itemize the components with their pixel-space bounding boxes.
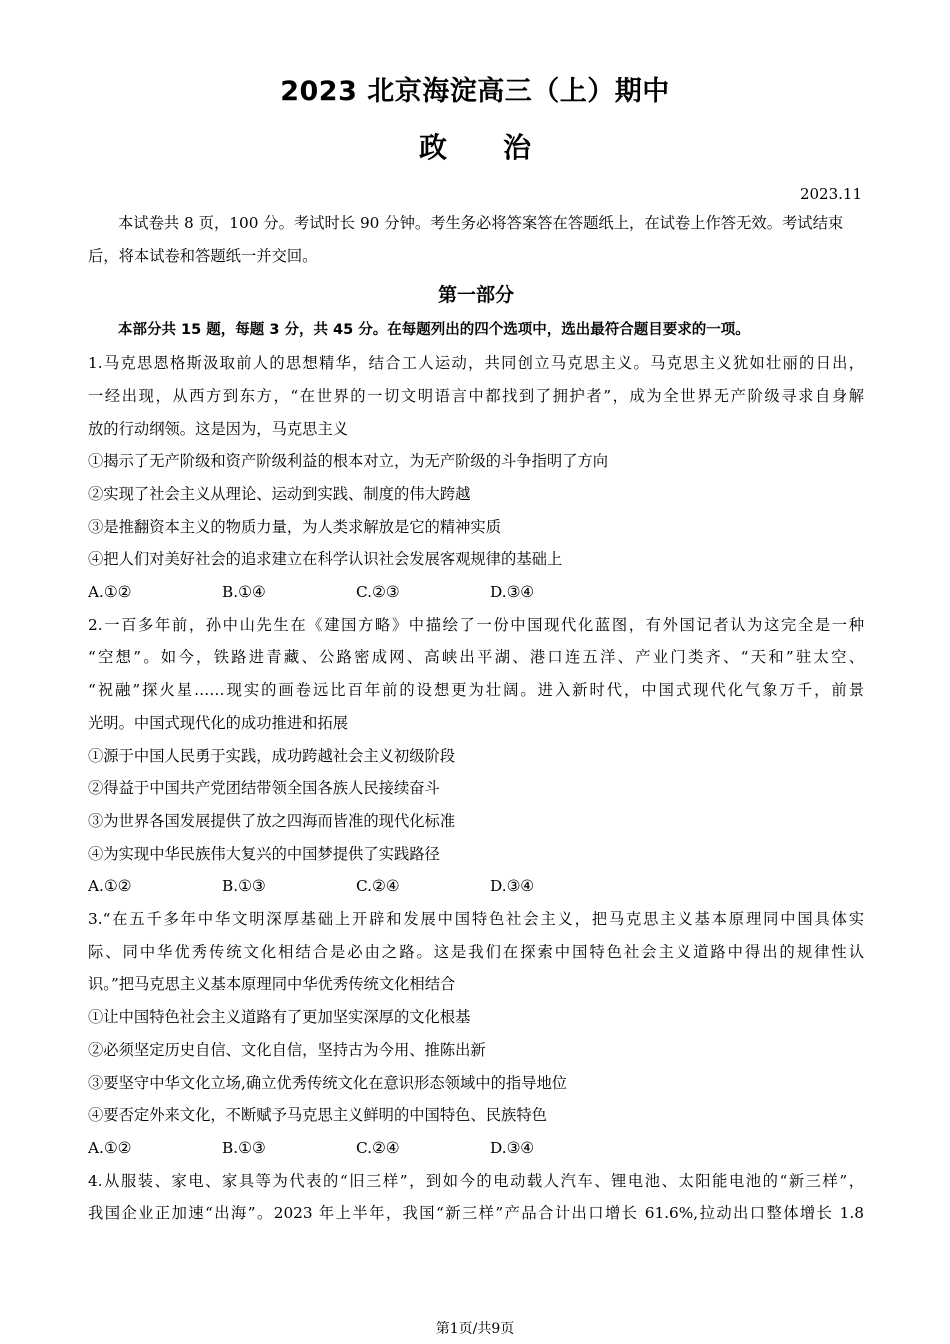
question-item: ②实现了社会主义从理论、运动到实践、制度的伟大跨越: [88, 484, 471, 503]
option-b: B.①③: [222, 1138, 266, 1157]
question-stem-line: 2.一百多年前，孙中山先生在《建国方略》中描绘了一份中国现代化蓝图，有外国记者认为这完全是一种: [88, 615, 864, 634]
option-b: B.①③: [222, 877, 266, 896]
answer-options: [88, 1132, 864, 1165]
question-stem-line: 光明。中国式现代化的成功推进和拓展: [88, 713, 349, 732]
question-stem-line: 一经出现，从西方到东方，“在世界的一切文明语言中都找到了拥护者”，成为全世界无产阶级寻求自身解: [88, 386, 864, 405]
question-stem-line: “空想”。如今，铁路进青藏、公路密成网、高峡出平湖、港口连五洋、产业门类齐、“天和”驻太空、: [88, 648, 864, 667]
question-stem-line: 3.“在五千多年中华文明深厚基础上开辟和发展中国特色社会主义，把马克思主义基本原理同中国具体实: [88, 910, 864, 929]
question-1: [88, 347, 864, 609]
exam-date: 2023.11: [799, 185, 862, 203]
question-item: ①让中国特色社会主义道路有了更加坚实深厚的文化根基: [88, 1008, 471, 1027]
question-item: ③为世界各国发展提供了放之四海而皆准的现代化标准: [88, 811, 456, 830]
question-stem-line: 放的行动纲领。这是因为，马克思主义: [88, 419, 349, 438]
question-item: ④要否定外来文化，不断赋予马克思主义鲜明的中国特色、民族特色: [88, 1106, 547, 1125]
option-c: C.②④: [356, 1138, 400, 1157]
question-item: ②必须坚定历史自信、文化自信，坚持古为今用、推陈出新: [88, 1040, 486, 1059]
question-stem-line: 我国企业正加速“出海”。2023 年上半年，我国“新三样”产品合计出口增长 61.6%,拉动出口整体增长 1.8: [88, 1204, 864, 1223]
answer-options: [88, 870, 864, 903]
question-item: ①揭示了无产阶级和资产阶级利益的根本对立，为无产阶级的斗争指明了方向: [88, 452, 609, 471]
question-item: ④把人们对美好社会的追求建立在科学认识社会发展客观规律的基础上: [88, 550, 563, 569]
question-item: ③要坚守中华文化立场,确立优秀传统文化在意识形态领域中的指导地位: [88, 1073, 568, 1092]
option-d: D.③④: [490, 1138, 535, 1157]
option-a: A.①②: [88, 583, 132, 602]
exam-title: 2023 北京海淀高三（上）期中: [280, 76, 670, 107]
section-note: 本部分共 15 题，每题 3 分，共 45 分。在每题列出的四个选项中，选出最符合题目要求的一项。: [118, 322, 750, 339]
option-b: B.①④: [222, 583, 266, 602]
question-item: ①源于中国人民勇于实践，成功跨越社会主义初级阶段: [88, 746, 456, 765]
section-title: 第一部分: [437, 284, 514, 307]
option-a: A.①②: [88, 877, 132, 896]
page-number: 第1页/共9页: [435, 1321, 515, 1337]
question-item: ④为实现中华民族伟大复兴的中国梦提供了实践路径: [88, 844, 440, 863]
option-c: C.②④: [356, 877, 400, 896]
question-item: ③是推翻资本主义的物质力量，为人类求解放是它的精神实质: [88, 517, 502, 536]
question-stem-line: “祝融”探火星……现实的画卷远比百年前的设想更为壮阔。进入新时代，中国式现代化气象万千，前景: [88, 681, 864, 700]
subject-title: 政 治: [418, 131, 531, 164]
question-stem-line: 际、同中华优秀传统文化相结合是必由之路。这是我们在探索中国特色社会主义道路中得出的规律性认: [88, 942, 864, 961]
question-item: ②得益于中国共产党团结带领全国各族人民接续奋斗: [88, 779, 440, 798]
exam-body: [88, 207, 864, 1230]
question-stem-line: 4.从服装、家电、家具等为代表的“旧三样”，到如今的电动载人汽车、锂电池、太阳能电池的“新三样”，: [88, 1171, 864, 1190]
option-a: A.①②: [88, 1138, 132, 1157]
question-2: [88, 609, 864, 903]
question-stem-line: 1.马克思恩格斯汲取前人的思想精华，结合工人运动，共同创立马克思主义。马克思主义犹如壮丽的日出，: [88, 354, 864, 373]
question-3: [88, 903, 864, 1165]
option-c: C.②③: [356, 583, 400, 602]
question-stem-line: 识。”把马克思主义基本原理同中华优秀传统文化相结合: [88, 975, 456, 994]
answer-options: [88, 576, 864, 609]
instructions: 本试卷共 8 页，100 分。考试时长 90 分钟。考生务必将答案答在答题纸上，在试卷上作答无效。考试结束后，将本试卷和答题纸一并交回。: [88, 214, 844, 265]
option-d: D.③④: [490, 583, 535, 602]
question-4: [88, 1165, 864, 1230]
option-d: D.③④: [490, 877, 535, 896]
